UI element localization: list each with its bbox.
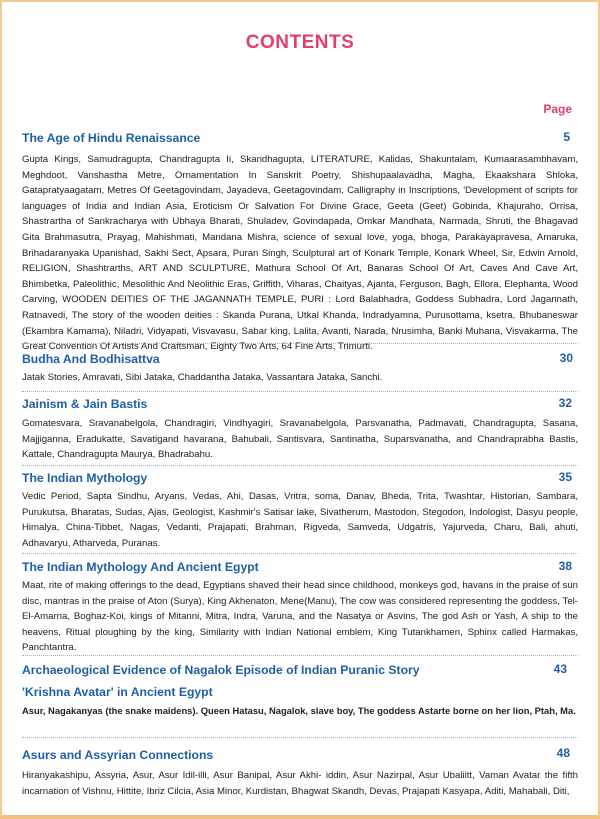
section-text-mythology-egypt: Maat, rite of making offerings to the dead, Egyptians shaved their head since childhood, monkeys god, havans in the praise of sun disc, mantras in the praise of Aton (Surya), King Akhenaton, Mene(Manu), The cow was considered representing the goddess, Tel-El-Amarna, Boghaz-Koi, kings of Mitanni, Mitra, Indra, Varuna, and the Nasatya or Asvins, The god Ash or Yash, A ship to the heavens, Ritual ploughing by the king, Similarity with Indian National emblem, King Tutankhamen, Sphinx called Harmakas, Panchtantra. xyxy=(22,580,578,654)
section-heading-budha[interactable]: Budha And Bodhisattva xyxy=(22,352,160,366)
section-heading-indian-mythology[interactable]: The Indian Mythology xyxy=(22,471,148,485)
section-divider xyxy=(22,655,578,657)
section-heading-jainism[interactable]: Jainism & Jain Bastis xyxy=(22,397,148,411)
section-heading-hindu-renaissance[interactable]: The Age of Hindu Renaissance xyxy=(22,131,201,145)
section-text-hindu-renaissance: Gupta Kings, Samudragupta, Chandragupta Ii, Skandhagupta, LITERATURE, Kalidas, Shakuntalam, Kumaarasambhavam, Meghdoot, Vanshastha Metre, Ornamentation In Sanskrit Poetry, Shishupaalavadha, Magha, Ekaakshara Shloka, Gatapratyaagatam, Metres Of Geetagovindam, Jayadeva, Geetagovindam, Calligraphy in Inscriptions, 'Development of scripts for languages of India and Indian Asia, Eroticism Or Salvation For Divine Grace, Geeta (Geet) Gobinda, Khajuraho, Orrisa, Shastrartha of Sankracharya with Ubhaya Bharati, Shuladev, Govindapada, Omkar Mandhata, Narmada, Shruti, the Bhagavad Gita Brahmasutra, Prayag, Mahishmati, Mandana Mishra, science of sexual love, yoga, bhoga, Parakayapravesa, Amaruka, Brihadaranyaka Upanishad, Sakhi Sect, Apsara, Puran Singh, Sculptural art of Konark Temple, Konark Wheel, Sir, Edwin Arnold, RELIGION, Shashtrarths, ART AND SCULPTURE, Mathura School Of Art, Banaras School Of Art, Caves And Cave Art, Bhimbetka, Paleolithic, Mesolithic And Neolithic Eras, Griffith, Viharas, Chaityas, Ajanta, Ferguson, Bagh, Ellora, Elephanta, Wood Carving, WOODEN DEITIES OF THE JAGANNATH TEMPLE, PURI : Lord Balabhadra, Goddess Subhadra, Lord Jagannath, Ratnavedi, The story of the wooden deities : Skanda Purana, Utkal Khanda, Indradyamna, Purusottama, ksetra, Bhubaneswar (Ekambra Kamama), Niladri, Vidyapati, Visvavasu, Sabar king, Lalita, Avanti, Narada, Nrusimha, Banki Muhana, Visvakarma, The Great Convention Of Artists And Craftsman, Eighty Two Arts, 64 Fine Arts, Trimurti. xyxy=(22,154,578,353)
section-text-nagalok: Asur, Nagakanyas (the snake maidens). Queen Hatasu, Nagalok, slave boy, The goddess Astarte borne on her lion, Ptah, Ma. xyxy=(22,705,576,716)
section-page-hindu-renaissance: 5 xyxy=(563,130,570,144)
section-subheading-krishna-avatar[interactable]: 'Krishna Avatar' in Ancient Egypt xyxy=(22,685,213,699)
section-divider xyxy=(22,465,578,467)
section-heading-nagalok[interactable]: Archaeological Evidence of Nagalok Episode of Indian Puranic Story xyxy=(22,663,420,677)
section-text-budha: Jatak Stories, Amravati, Sibi Jataka, Chaddantha Jataka, Vassantara Jataka, Sanchi. xyxy=(22,372,383,383)
section-divider xyxy=(22,737,578,739)
section-page-jainism: 32 xyxy=(558,396,572,410)
section-page-asurs: 48 xyxy=(556,746,570,760)
section-text-jainism: Gomatesvara, Sravanabelgola, Chandragiri, Vindhyagiri, Sravanabelgola, Parsvanatha, Padmavati, Chandragupta, Sasana, Majjiganna, Eradukatte, Savatigand havarana, Bahubali, Santisvara, Santinatha, Suparsvanatha, and Chandraprabha Bastis, Kattale, Chandragupta Maurya, Bhadrabahu. xyxy=(22,418,578,461)
section-divider xyxy=(22,391,578,393)
section-divider xyxy=(22,343,578,345)
section-text-asurs: Hiranyakashipu, Assyria, Asur, Asur Idil-illi, Asur Banipal, Asur Akhi- iddin, Asur Nazirpal, Asur Ubaliitt, Vaman Avatar the fifth incarnation of Vishnu, Hittite, Ibriz Cilcia, Asia Minor, Kurdistan, Bhagwat Skandh, Devas, Prajapati Kasyapa, Aditi, Mahabali, Diti, xyxy=(22,770,578,797)
section-page-indian-mythology: 35 xyxy=(558,470,572,484)
section-text-indian-mythology: Vedic Period, Sapta Sindhu, Aryans, Vedas, Ahi, Dasas, Vritra, soma, Danav, Bheda, Trita, Twashtar, Historian, Sambara, Purukutsa, Bharatas, Sudas, Ajas, Geologist, Kashmir's Satisar lake, Sivatherum, Mastodon, Stegodon, Indologist, Dasyu people, Himalya, China-Tibbet, Nagas, Vedanti, Prajapati, Brahman, Rigveda, Samveda, Udgatris, Yajurveda, Charu, Bali, ahuti, Adhavaryu, Atharveda, Puranas. xyxy=(22,491,578,549)
section-heading-mythology-egypt[interactable]: The Indian Mythology And Ancient Egypt xyxy=(22,560,259,574)
section-page-nagalok: 43 xyxy=(553,662,567,676)
page-title: CONTENTS xyxy=(245,32,355,53)
page-column-label: Page xyxy=(543,102,572,116)
section-divider xyxy=(22,553,578,555)
section-heading-asurs[interactable]: Asurs and Assyrian Connections xyxy=(22,748,214,762)
section-page-budha: 30 xyxy=(559,351,573,365)
section-page-mythology-egypt: 38 xyxy=(558,559,572,573)
